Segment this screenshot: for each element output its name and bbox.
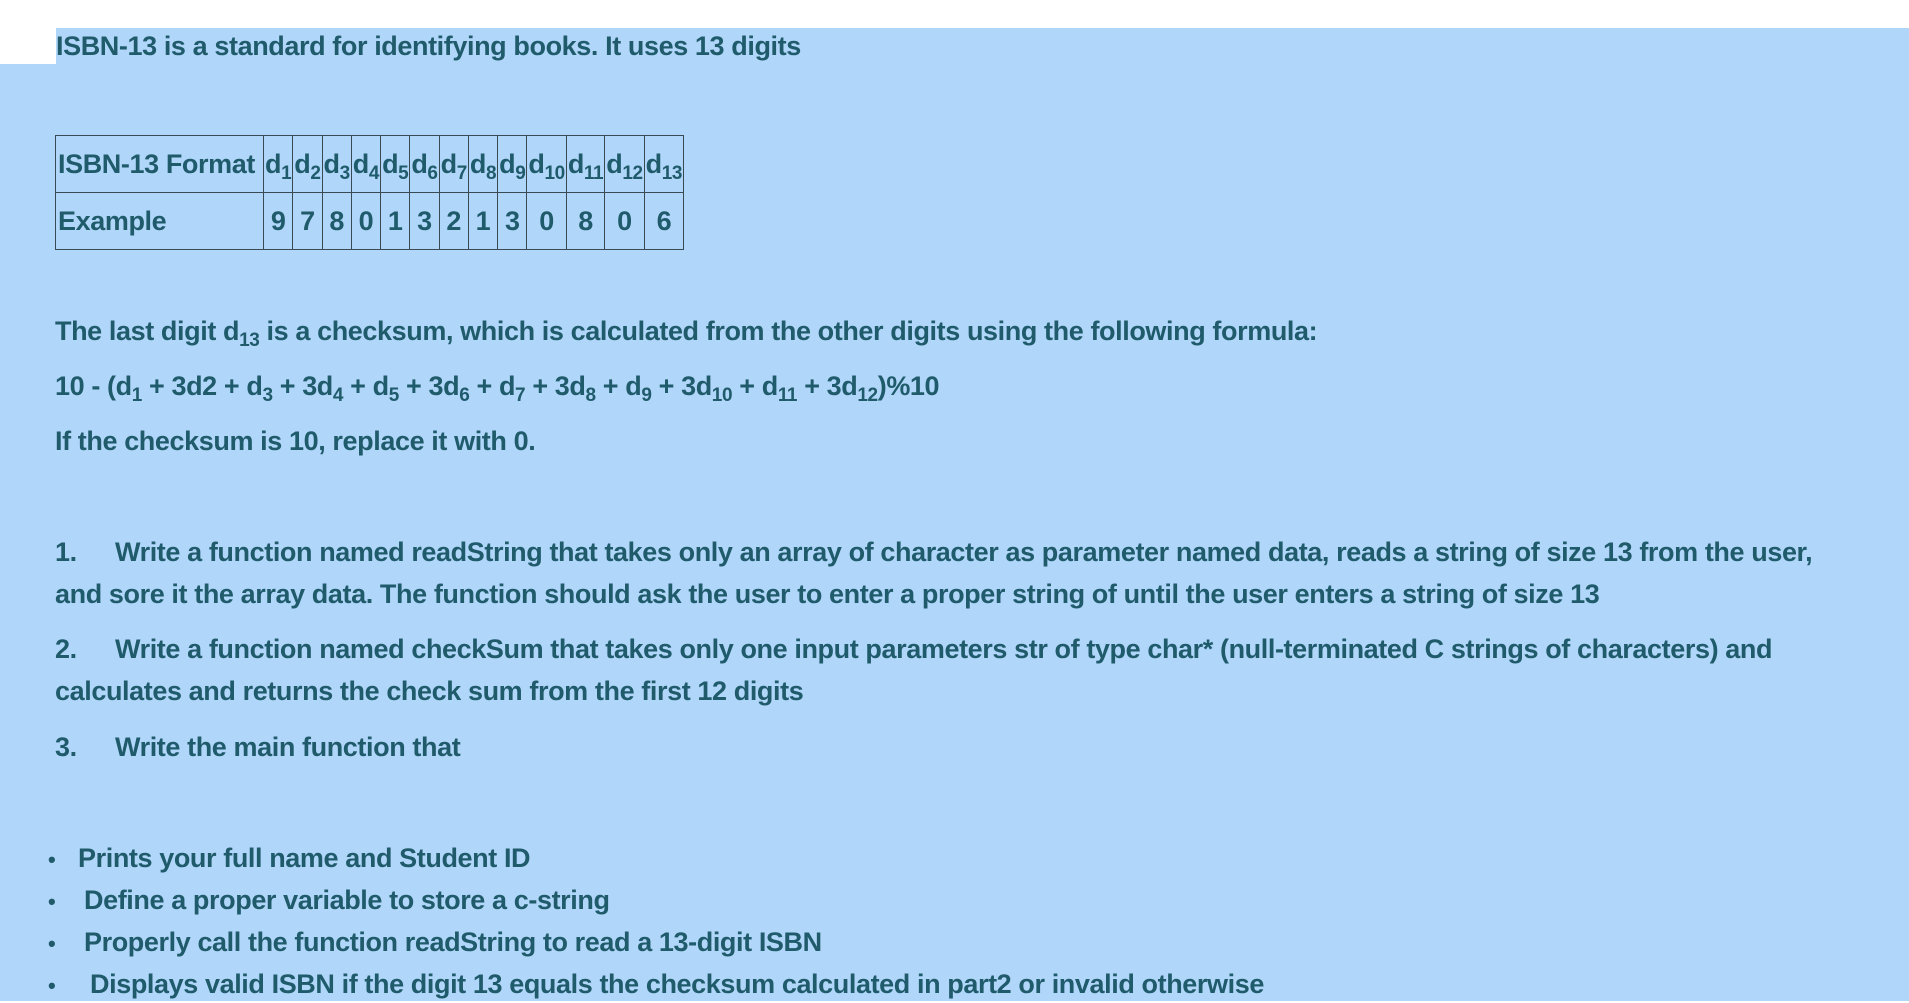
bullet-item[interactable]: • Properly call the function readString to read a 13-digit ISBN (48, 927, 822, 957)
format-cell-d5[interactable]: $d_5$ (381, 136, 410, 193)
table-row-format (56, 136, 684, 193)
example-digit[interactable]: 6 (644, 193, 683, 250)
format-label[interactable]: ISBN-13 Format (56, 136, 264, 193)
bullet-item[interactable]: • Prints your full name and Student ID (48, 843, 531, 873)
isbn-format-table (55, 135, 684, 250)
example-digit[interactable]: 0 (527, 193, 566, 250)
checksum-description[interactable]: The last digit $d_{13}$ is a checksum, which is calculated from the other digits using the following formula: (55, 316, 1318, 351)
format-cell-d2[interactable]: $d_2$ (293, 136, 322, 193)
format-cell-d11[interactable]: $d_{11}$ (566, 136, 604, 193)
task-1-line-1[interactable]: 1. Write a function named readString that takes only an array of character as parameter named data, reads a string of size 13 from the user, (55, 537, 1813, 567)
example-digit[interactable]: 0 (351, 193, 380, 250)
format-cell-d8[interactable]: $d_8$ (468, 136, 497, 193)
example-digit[interactable]: 3 (410, 193, 439, 250)
task-3-line-1[interactable]: 3. Write the main function that (55, 732, 461, 762)
format-cell-d13[interactable]: $d_{13}$ (644, 136, 683, 193)
bullet-icon: • (48, 931, 56, 956)
format-cell-d3[interactable]: $d_3$ (322, 136, 351, 193)
bullet-icon: • (48, 847, 56, 872)
example-digit[interactable]: 9 (264, 193, 293, 250)
task-2-line-1[interactable]: 2. Write a function named checkSum that takes only one input parameters str of type char* (null-terminated C strings of characters) and (55, 634, 1773, 664)
checksum-formula[interactable]: $10 - (d_1 + 3d2 + d_3 + 3d_4 + d_5 + 3d_6 + d_7 + 3d_8 + d_9 + 3d_{10} + d_{11} + 3d_{12})\%10$ (55, 371, 940, 406)
example-digit[interactable]: 7 (293, 193, 322, 250)
bullet-item[interactable]: • Define a proper variable to store a c-string (48, 885, 610, 915)
bullet-icon: • (48, 889, 56, 914)
task-number: 3. (55, 732, 77, 762)
task-number: 2. (55, 634, 77, 664)
example-digit[interactable]: 1 (468, 193, 497, 250)
format-cell-d9[interactable]: $d_9$ (498, 136, 527, 193)
example-digit[interactable]: 8 (566, 193, 604, 250)
task-1-line-2[interactable]: and sore it the array data. The function should ask the user to enter a proper string of until the user enters a string of size 13 (55, 579, 1600, 609)
bullet-icon: • (48, 973, 56, 998)
format-cell-d4[interactable]: $d_4$ (351, 136, 380, 193)
example-digit[interactable]: 1 (381, 193, 410, 250)
task-2-line-2[interactable]: calculates and returns the check sum from the first 12 digits (55, 676, 804, 706)
heading[interactable]: ISBN-13 is a standard for identifying books. It uses 13 digits (56, 31, 801, 61)
format-cell-d12[interactable]: $d_{12}$ (605, 136, 644, 193)
example-digit[interactable]: 2 (439, 193, 468, 250)
format-cell-d10[interactable]: $d_{10}$ (527, 136, 566, 193)
example-digit[interactable]: 0 (605, 193, 644, 250)
table-row-example (56, 193, 684, 250)
example-digit[interactable]: 8 (322, 193, 351, 250)
task-number: 1. (55, 537, 77, 567)
example-digit[interactable]: 3 (498, 193, 527, 250)
format-cell-d6[interactable]: $d_6$ (410, 136, 439, 193)
format-cell-d1[interactable]: $d_1$ (264, 136, 293, 193)
format-cell-d7[interactable]: $d_7$ (439, 136, 468, 193)
bullet-item[interactable]: • Displays valid ISBN if the digit 13 equals the checksum calculated in part2 or invalid otherwise (48, 969, 1264, 999)
checksum-note[interactable]: If the checksum is 10, replace it with 0. (55, 426, 536, 456)
example-label[interactable]: Example (56, 193, 264, 250)
